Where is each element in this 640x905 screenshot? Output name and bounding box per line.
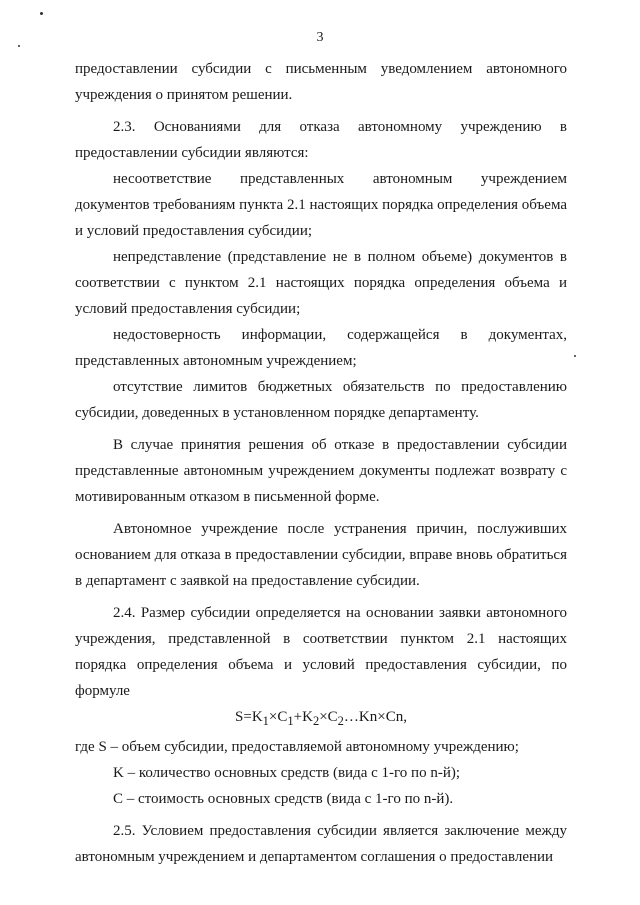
paragraph-2-3: 2.3. Основаниями для отказа автономному учреждению в предоставлении субсидии являются:	[75, 119, 567, 161]
definition-c: C – стоимость основных средств (вида с 1-го по n-й).	[113, 791, 454, 807]
formula-part: +K	[293, 709, 313, 725]
paragraph-2-4: 2.4. Размер субсидии определяется на основании заявки автономного учреждения, представленной в соответствии пунктом 2.1 настоящих порядка определения объема и условий предоставления субсидии, по формуле	[75, 605, 567, 699]
scan-speck	[40, 12, 43, 15]
paragraph-reason-2: непредставление (представление не в полном объеме) документов в соответствии с пунктом 2.1 настоящих порядка определения объема и условий предоставления субсидии;	[75, 249, 567, 317]
paragraph-reason-3: недостоверность информации, содержащейся в документах, представленных автономным учреждением;	[75, 327, 567, 369]
formula-part: S=K	[235, 709, 263, 725]
scan-speck	[574, 355, 576, 357]
paragraph-2-5: 2.5. Условием предоставления субсидии является заключение между автономным учреждением и департаментом соглашения о предоставлении	[75, 823, 567, 865]
formula-part: ×C	[268, 709, 288, 725]
scan-speck	[18, 45, 20, 47]
paragraph-continuation: предоставлении субсидии с письменным уведомлением автономного учреждения о принятом решении.	[75, 61, 567, 103]
document-body	[75, 56, 567, 870]
subsidy-formula	[75, 704, 567, 734]
formula-sub: 1	[287, 714, 294, 728]
formula-sub: 2	[337, 714, 344, 728]
paragraph-reapply: Автономное учреждение после устранения причин, послуживших основанием для отказа в предоставлении субсидии, вправе вновь обратиться в департамент с заявкой на предоставление субсидии.	[75, 521, 567, 589]
formula-part: …Kn×Cn,	[343, 709, 407, 725]
paragraph-refusal: В случае принятия решения об отказе в предоставлении субсидии представленные автономным учреждением документы подлежат возврату с мотивированным отказом в письменной форме.	[75, 437, 567, 505]
formula-sub: 1	[262, 714, 269, 728]
formula-sub: 2	[312, 714, 320, 728]
definition-k: K – количество основных средств (вида с 1-го по n-й);	[113, 765, 461, 781]
paragraph-reason-4: отсутствие лимитов бюджетных обязательств по предоставлению субсидии, доведенных в установленном порядке департаменту.	[75, 379, 567, 421]
paragraph-reason-1: несоответствие представленных автономным учреждением документов требованиям пункта 2.1 настоящих порядка определения объема и условий предоставления субсидии;	[75, 171, 567, 239]
page-number: 3	[316, 30, 324, 45]
formula-part: ×C	[319, 709, 338, 725]
definition-s: где S – объем субсидии, предоставляемой автономному учреждению;	[75, 739, 519, 755]
